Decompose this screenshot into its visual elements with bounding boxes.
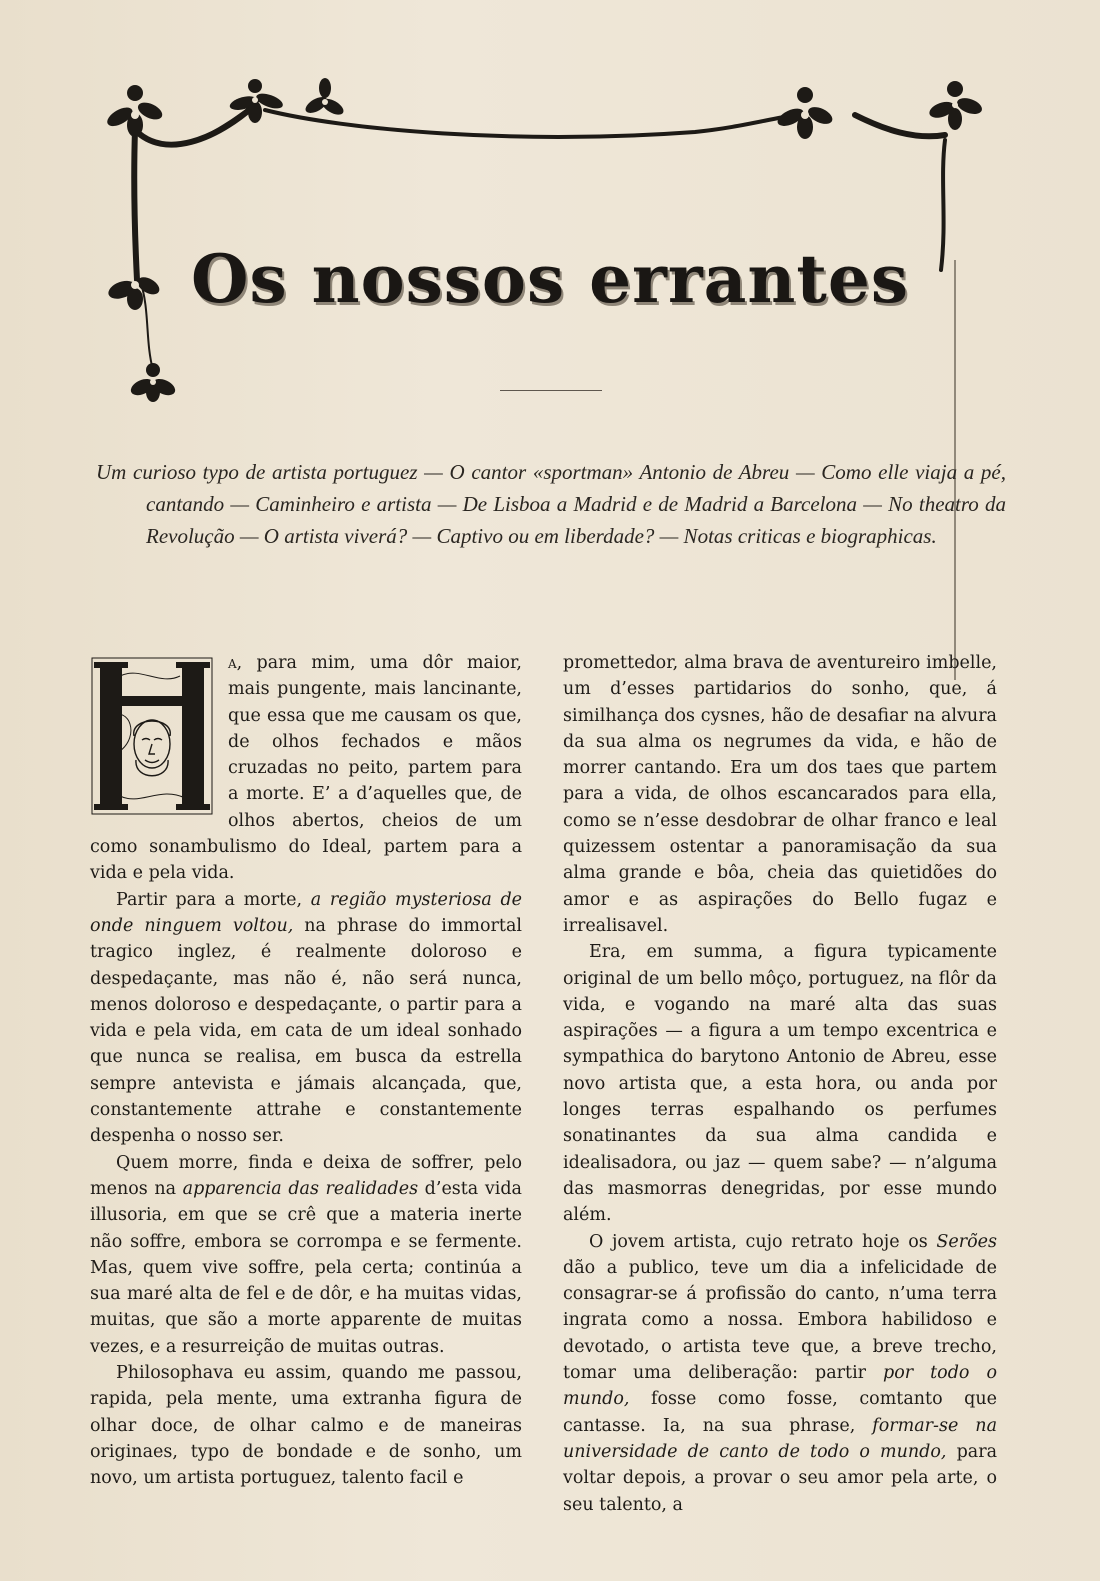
right-column [563,650,997,1518]
left-paragraph-3-italic: apparencia das realidades [182,1178,419,1199]
right-paragraph-3-d: para voltar depois, a provar o seu amor pela arte, o seu talento, a [563,1441,997,1515]
left-paragraph-3-b: d’esta vida illusoria, em que se crê que a materia inerte não soffre, embora se corrompa e se fermente. Mas, quem vive soffre, pela certa; continúa a sua maré alta de fel e de dôr, e ha muitas vidas, muitas, que são a morte apparente de muitas vezes, e a resurreição de muitas outras. [90,1178,522,1357]
left-column [90,650,522,1492]
right-paragraph-2: Era, em summa, a figura typicamente original de um bello môço, portuguez, na flôr da vida, e vogando na maré alta das suas aspirações — a figura a um tempo excentrica e sympathica do barytono Antonio de Abreu, esse novo artista que, a esta hora, ou anda por longes terras espalhando os perfumes sonatinantes da sua alma candida e idealisadora, ou jaz — quem sabe? — n’alguma das masmorras denegridas, por esse mundo além. [563,942,997,1226]
right-paragraph-3-c: fosse como fosse, comtanto que cantasse. Ia, na sua phrase, [563,1389,997,1436]
ornamental-dropcap-h [90,656,214,816]
dropcap-continuation: a [228,653,237,673]
title-divider [500,390,602,391]
article-summary: Um curioso typo de artista portuguez — O cantor «sportman» Antonio de Abreu — Como elle viaja a pé, cantando — Caminheiro e artista — De Lisboa a Madrid e de Madrid a Barcelona — No theatro da Revolução — O artista viverá? — Captivo ou em liberdade? — Notas criticas e biographicas. [96,460,1006,548]
left-paragraph-3-a: Quem morre, finda e deixa de soffrer, pelo menos na [90,1152,522,1199]
left-paragraph-2-italic: a região mysteriosa de onde ninguem voltou, [90,889,523,936]
left-paragraph-4: Philosophava eu assim, quando me passou, rapida, pela mente, uma extranha figura de olhar doce, de olhar calmo e de maneiras originaes, typo de bondade e de sonho, um novo, um artista portuguez, talento facil e [90,1363,522,1489]
left-paragraph-2-a: Partir para a morte, [116,889,311,910]
left-paragraph-1: , para mim, uma dôr maior, mais pungente, mais lancinante, que essa que me causam os que, de olhos fechados e mãos cruzadas no peito, partem para a morte. E’ a d’aquelles que, de olhos abertos, cheios de um como sonambulismo do Ideal, partem para a vida e pela vida. [90,653,522,884]
right-paragraph-3-italic-3: formar-se na universidade de canto de todo o mundo, [563,1415,997,1462]
left-paragraph-2-b: na phrase do immortal tragico inglez, é realmente doloroso e despedaçante, mas não é, não será nunca, menos doloroso e despedaçante, o partir para a vida e pela vida, em cata de um ideal sonhado que nunca se realisa, em busca da estrella sempre antevista e jámais alcançada, que, constantemente attrahe e constantemente despenha o nosso ser. [90,915,522,1147]
right-paragraph-3-italic-2: por todo o mundo, [563,1363,997,1410]
article-title: Os nossos errantes [190,240,910,318]
right-paragraph-3-b: dão a publico, teve um dia a infelicidade de consagrar-se á profissão do canto, n’uma terra ingrata como a nossa. Embora habilidoso e devotado, o artista teve que, a breve trecho, tomar uma deliberação: partir [563,1257,997,1384]
right-paragraph-3-a: O jovem artista, cujo retrato hoje os [589,1231,937,1252]
right-paragraph-1: promettedor, alma brava de aventureiro imbelle, um d’esses partidarios do sonho, que, á similhança dos cysnes, hão de desafiar na alvura da sua alma os negrumes da vida, e hão de morrer cantando. Era um dos taes que partem para a vida, de olhos escancarados para ella, como se n’esse desdobrar de olhar franco e leal quizessem ostentar a panoramisação da sua alma grande e bôa, cheia das quietidões do amor e as aspirações do Bello fugaz e irrealisavel. [563,653,997,936]
right-paragraph-3-italic-1: Serões [936,1231,997,1252]
